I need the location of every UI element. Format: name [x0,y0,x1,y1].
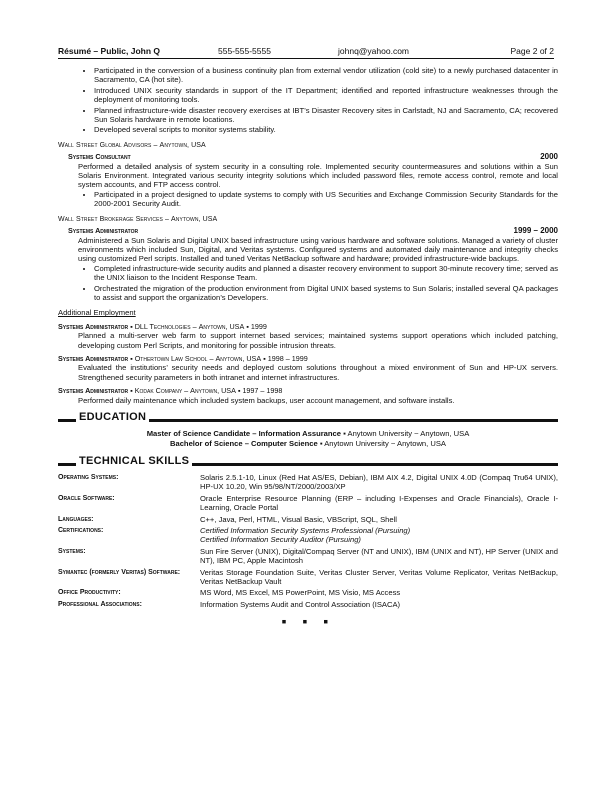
skill-value: C++, Java, Perl, HTML, Visual Basic, VBScript, SQL, Shell [200,514,397,524]
job-years: 1999 – 2000 [513,226,558,236]
employer-location: Anytown, USA [190,386,236,396]
job-summary: Performed daily maintenance which included system backups, user account management, and software installs. [78,395,455,405]
job-years: 1997 – 1998 [242,386,283,396]
skill-value: Sun Fire Server (UNIX), Digital/Compaq Server (NT and UNIX), IBM (UNIX and NT), HP Server (UNIX and NT), IBM PC, Apple Macintosh [200,546,558,566]
section-title: TECHNICAL SKILLS [76,457,192,466]
degree-name: Master of Science Candidate – Information Assurance [146,429,341,438]
list-item: • Developed several scripts to monitor systems stability. [94,125,558,134]
job-years: 1998 – 1999 [267,353,308,363]
job-years: 2000 [540,152,558,162]
job-title: Systems Consultant [68,152,131,162]
header-page-number: Page 2 of 2 [510,46,554,56]
employer-location: Anytown, USA [171,215,218,223]
additional-employment-heading: Additional Employment [58,308,136,318]
list-item: • Participated in the conversion of a business continuity plan from external vendor utilization (cold site) to a newly purchased datacenter in Sacramento, CA (hot site). [94,66,558,85]
continued-bullet-list [58,66,558,135]
employer-name: Othertown Law School [134,353,208,363]
school-name: Anytown University ~ Anytown, USA [324,439,446,448]
skill-value: Information Systems Audit and Control Association (ISACA) [200,599,401,609]
skill-label: Operating Systems: [58,474,119,481]
skill-label: Systems: [58,547,86,555]
header-name: Résumé – Public, John Q [58,46,161,56]
page-header [58,46,554,59]
list-item: • Orchestrated the migration of the production environment from Digital UNIX based systems to Sun Solaris; installed several QA packages to assist and support the organization’s Developers. [94,284,558,303]
job-bullet-list [58,190,558,209]
employer-name: Wall Street Global Advisors [58,141,152,149]
list-item: • Introduced UNIX security standards in support of the IT Department; identified and reported infrastructure weaknesses through the deployment of monitoring tools. [94,86,558,105]
additional-entry-title: Systems Administrator ▪ Kodak Company – Anytown, USA ▪ 1997 – 1998 [58,386,283,396]
skill-label: Certifications: [58,527,104,535]
degree-name: Bachelor of Science – Computer Science [170,439,318,448]
section-title: EDUCATION [76,413,149,422]
additional-entry-title: Systems Administrator ▪ DLL Technologies – Anytown, USA ▪ 1999 [58,321,267,331]
skill-label: Professional Associations: [58,600,142,608]
job-years: 1999 [250,321,267,331]
job-summary: Evaluated the institutions’ security needs and deployed custom solutions throughout a mixed environment of Sun and HP-UX servers. Strengthened security parameters in both intranet and internet infrastructures. [78,363,558,382]
header-email: johnq@yahoo.com [338,46,410,56]
table-row [58,600,558,611]
skill-label: Office Productivity: [58,589,121,597]
employer-location: Anytown, USA [198,321,245,331]
end-of-document-dots: ▪ ▪ ▪ [281,613,335,630]
employer-name: Kodak Company [134,386,183,396]
table-row [58,547,558,568]
table-row [58,568,558,589]
list-item: • Planned infrastructure-wide disaster recovery exercises at IBT’s Disaster Recovery sites in Carlstadt, NJ and Sacramento, CA; recovered Sun Solaris hardware in remote locations. [94,106,558,125]
employer-line: Wall Street Brokerage Services – Anytown, USA [58,215,218,223]
employer-location: Anytown, USA [159,141,206,149]
skill-value: Solaris 2.5.1-10, Linux (Red Hat AS/ES, Debian), IBM AIX 4.2, Digital UNIX 4.0D (Compaq Tru64 UNIX), HP-UX 10.20, Win 95/98/NT/2000/2003/XP [200,473,558,492]
education-item: Bachelor of Science – Computer Science ▪ Anytown University ~ Anytown, USA [170,439,446,448]
education-list [58,429,558,449]
table-row [58,473,558,494]
employer-name: DLL Technologies [134,321,191,331]
job-bullet-list [58,264,558,303]
job-title-row [58,152,558,161]
table-row [58,515,558,526]
job-summary: Administered a Sun Solaris and Digital UNIX based infrastructure using various hardware and software solutions. Managed a variety of cluster environments which included Sun, Digital, and Veritas systems. Configured systems and automated daily maintenance and integrity checks using customized Perl scripts. Installed and tuned Veritas NetBackup software and hardware; provided infrastructure-wide backups. [78,235,558,264]
job-summary: Performed a detailed analysis of system security in a consulting role. Implemented security countermeasures and solutions within a Sun Solaris Environment. Integrated various security integrity solutions which included password files, remote access control, remote and local system accounts, and FTP access control. [78,161,558,190]
skills-table [58,473,558,611]
header-phone: 555-555-5555 [218,46,271,56]
skill-value: Certified Information Security Systems Professional (Pursuing) Certified Information Security Auditor (Pursuing) [200,526,411,545]
skill-label: Symantec (formerly Veritas) Software: [58,568,181,576]
education-section-header [58,413,558,427]
table-row [58,526,558,547]
skill-value: MS Word, MS Excel, MS PowerPoint, MS Visio, MS Access [200,588,401,598]
additional-entry-title: Systems Administrator ▪ Othertown Law School – Anytown, USA ▪ 1998 – 1999 [58,353,308,363]
employer-name: Wall Street Brokerage Services [58,215,163,223]
skill-value: Veritas Storage Foundation Suite, Veritas Cluster Server, Veritas Volume Replicator, Veritas NetBackup, Veritas NetBackup Vault [200,567,558,587]
resume-body [58,66,558,630]
skill-label: Oracle Software: [58,494,115,502]
job-summary: Planned a multi-server web farm to support internet based services; maintained systems support operations which included patching, developing custom Perl Scripts, and monitoring for possible intrusion threats. [78,331,558,350]
job-title: Systems Administrator [68,226,139,236]
skill-label: Languages: [58,515,94,523]
table-row [58,494,558,515]
education-item: Master of Science Candidate – Information Assurance ▪ Anytown University ~ Anytown, USA [146,429,470,438]
skill-value: Oracle Enterprise Resource Planning (ERP – including I-Expenses and Oracle Financials), Oracle I-Learning, Oracle Portal [200,493,558,513]
employer-line: Wall Street Global Advisors – Anytown, USA [58,141,206,149]
employer-location: Anytown, USA [215,353,262,363]
list-item: • Completed infrastructure-wide security audits and planned a disaster recovery environment to support 30-minute recovery time; served as the UNIX liaison to the Incident Response Team. [94,264,558,283]
school-name: Anytown University ~ Anytown, USA [347,429,470,438]
skills-section-header [58,457,558,471]
list-item: • Participated in a project designed to update systems to comply with US Securities and Exchange Commission Security Standards for the 2000-2001 Security Audit. [94,190,558,209]
job-title-row [58,226,558,235]
table-row [58,588,558,599]
